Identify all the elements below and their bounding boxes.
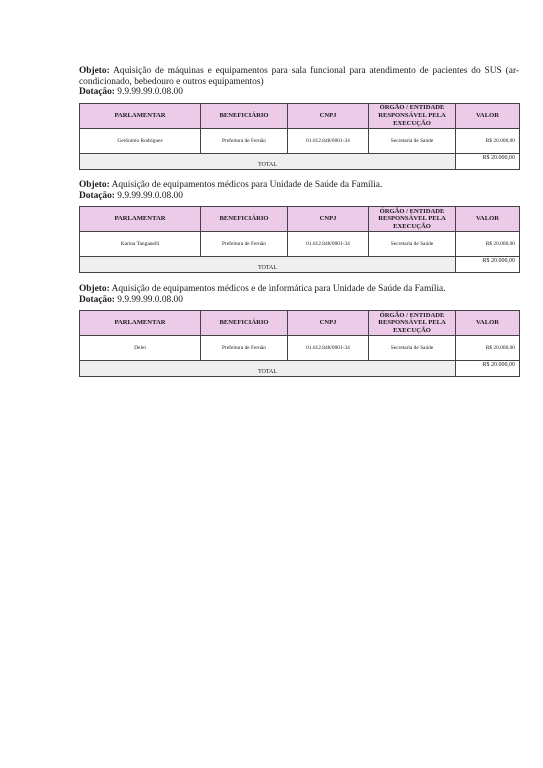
header-cnpj: CNPJ (288, 207, 369, 232)
cell-valor: R$ 20.000,00 (456, 232, 520, 257)
cell-beneficiario: Prefeitura de Fernão (201, 128, 288, 153)
table-row (80, 336, 520, 361)
total-row (80, 153, 520, 169)
header-valor: VALOR (456, 311, 520, 336)
section-3 (79, 284, 519, 377)
cell-parlamentar: Karina Tanganelli (80, 232, 201, 257)
total-label: TOTAL (80, 257, 456, 273)
cell-orgao: Secretaria de Saúde (369, 128, 456, 153)
section-2 (79, 180, 519, 273)
objeto-text (79, 284, 519, 295)
header-valor: VALOR (456, 103, 520, 128)
cell-cnpj: 01.612.848/0001-34 (288, 336, 369, 361)
objeto-label: Objeto: (79, 66, 110, 76)
header-beneficiario: BENEFICIÁRIO (201, 207, 288, 232)
header-cnpj: CNPJ (288, 311, 369, 336)
total-value: R$ 20.000,00 (456, 257, 520, 273)
dotacao-label: Dotação: (79, 190, 115, 201)
header-orgao: ÓRGÃO / ENTIDADE RESPONSÁVEL PELA EXECUÇÃO (369, 311, 456, 336)
header-orgao: ÓRGÃO / ENTIDADE RESPONSÁVEL PELA EXECUÇÃO (369, 207, 456, 232)
header-beneficiario: BENEFICIÁRIO (201, 103, 288, 128)
total-label: TOTAL (80, 153, 456, 169)
total-row (80, 361, 520, 377)
cell-beneficiario: Prefeitura de Fernão (201, 232, 288, 257)
header-cnpj: CNPJ (288, 103, 369, 128)
section-1 (79, 66, 519, 170)
table-row (80, 232, 520, 257)
total-value: R$ 20.000,00 (456, 361, 520, 377)
dotacao-value: 9.9.99.99.0.08.00 (117, 294, 183, 305)
objeto-value: Aquisição de equipamentos médicos para Unidade de Saúde da Família. (111, 180, 383, 190)
cell-beneficiario: Prefeitura de Fernão (201, 336, 288, 361)
total-row (80, 257, 520, 273)
dotacao-label: Dotação: (79, 294, 115, 305)
cell-orgao: Secretaria de Saúde (369, 232, 456, 257)
dotacao-text (79, 191, 519, 202)
dotacao-value: 9.9.99.99.0.08.00 (117, 87, 183, 98)
table-header-row (80, 103, 520, 128)
emenda-table (79, 310, 520, 377)
emenda-table (79, 206, 520, 273)
header-parlamentar: PARLAMENTAR (80, 103, 201, 128)
header-parlamentar: PARLAMENTAR (80, 207, 201, 232)
cell-valor: R$ 20.000,00 (456, 128, 520, 153)
cell-cnpj: 01.612.848/0001-34 (288, 232, 369, 257)
objeto-text (79, 66, 519, 87)
objeto-text (79, 180, 519, 191)
table-row (80, 128, 520, 153)
cell-parlamentar: Gerônimo Rodrigues (80, 128, 201, 153)
emenda-table (79, 103, 520, 170)
header-valor: VALOR (456, 207, 520, 232)
dotacao-label: Dotação: (79, 87, 115, 98)
header-parlamentar: PARLAMENTAR (80, 311, 201, 336)
table-header-row (80, 311, 520, 336)
dotacao-text (79, 295, 519, 306)
header-orgao: ÓRGÃO / ENTIDADE RESPONSÁVEL PELA EXECUÇÃO (369, 103, 456, 128)
cell-cnpj: 01.612.848/0001-34 (288, 128, 369, 153)
table-header-row (80, 207, 520, 232)
cell-orgao: Secretaria de Saúde (369, 336, 456, 361)
objeto-value: Aquisição de máquinas e equipamentos para sala funcional para atendimento de pacientes do SUS (ar-condicionado, bebedouro e outros equipamentos) (79, 66, 519, 87)
total-value: R$ 20.000,00 (456, 153, 520, 169)
header-beneficiario: BENEFICIÁRIO (201, 311, 288, 336)
objeto-value: Aquisição de equipamentos médicos e de informática para Unidade de Saúde da Família. (111, 284, 446, 294)
dotacao-value: 9.9.99.99.0.08.00 (117, 190, 183, 201)
objeto-label: Objeto: (79, 284, 110, 294)
cell-parlamentar: Delei (80, 336, 201, 361)
total-label: TOTAL (80, 361, 456, 377)
dotacao-text (79, 87, 519, 98)
cell-valor: R$ 20.000,00 (456, 336, 520, 361)
objeto-label: Objeto: (79, 180, 110, 190)
